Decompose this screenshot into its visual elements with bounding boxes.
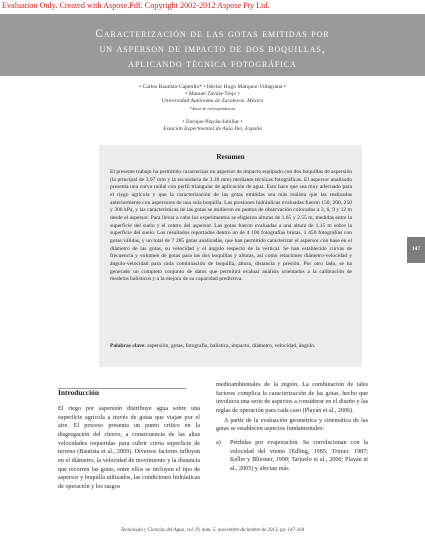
list-marker: a): [216, 439, 221, 446]
authors-line-1: • Carlos Bautista-Capetillo* • Héctor Hugo Márquez-Villagrana •: [139, 84, 286, 90]
affiliation-2: Estación Experimental de Aula Dei, España: [163, 126, 262, 132]
list-item-text: Pérdidas por evaporación. Se correlacionan con la velocidad del viento (Edling, 1985; Trimer, 1987; Keller y Bliesner, 1990; Tarjuelo et al., 2000; Playán et al., 2005) y afectan más: [230, 439, 368, 472]
keywords-label: Palabras clave: [110, 343, 145, 349]
keywords: [110, 343, 352, 351]
article-title-line-1: Caracterización de las gotas emitidas por: [95, 28, 330, 40]
corresponding-author-note: *Autor de correspondencia: [189, 106, 236, 111]
article-title-line-2: un asperson de impacto de dos boquillas,: [99, 43, 326, 55]
title-banner: [0, 14, 425, 76]
introduction-right-column: [216, 381, 368, 474]
abstract-body: El presente trabajo ha permitido caracterizar un aspersor de impacto equipado con dos boquillas de aspersión (la principal de 3.97 mm y la secundaria de 3.18 mm) mediante técnicas fotográficas. El aspersor analizado presenta una curva radial con perfil triangular de aplicación de agua. Esto hace que sea muy adecuado para el riego agrícola y que la caracterización de las gotas emitidas sea más realista que las realizadas anteriormente con aspersores de una sola boquilla. Las presiones hidráulicas evaluadas fueron 150, 200, 250 y 300 kPa, y las características de las gotas se midieron en puntos de observación colocados a 3, 6, 9 y 12 m desde el aspersor. Para llevar a cabo los experimentos se eligieron alturas de 1.65 y 2.55 m, medidas entre la superficie del suelo y el centro del aspersor. Las gotas fueron evaluadas a una altura de 1.15 m sobre la superficie del suelo. Los resultados reportados dentro un de 4 100 fotografías brutas, 1 450 fotografías con gotas válidas, y un total de 7 285 gotas analizadas, que han permitido caracterizar el aspersor con base en el diámetro de las gotas, su velocidad y el ángulo respecto de la vertical. Se han establecido curvas de frecuencia y volumen de gotas para las dos boquillas y alturas, así como relaciones diámetro-velocidad y ángulo-velocidad para cada combinación de boquilla, altura, distancia y presión. Por otro lado, se ha generado un completo conjunto de datos que permitirá evaluar análisis orientados a la calibración de modelos balísticos y a la mejora de su capacidad predictiva.: [110, 169, 352, 283]
introduction-paragraph-1: El riego por aspersión distribuye agua sobre una superficie agrícola a través de gotas que viajan por el aire. El proceso presenta un punto crítico en la disgregación del chorro, a consecuencia de las altas velocidades requeridas para cubrir cierta superficie de terreno (Bautista et al., 2009). Diversos factores influyen en el diámetro, la velocidad de movimiento y la distancia que recorren las gotas, entre ellos se incluyen el tipo de aspersor y boquilla utilizados, las condiciones hidráulicas de operación y los rasgos: [58, 406, 200, 490]
introduction-paragraph-3: A partir de la evaluación geométrica y cinemática de las gotas se establecen aspectos fundamentales:: [216, 417, 368, 433]
affiliation-1: Universidad Autónoma de Zacatecas, México: [161, 98, 264, 104]
page-number: 147: [411, 246, 421, 252]
journal-footer: Tecnología y Ciencias del Agua, vol. IV, núm. 5, noviembre-diciembre de 2013, pp. 147-164: [120, 528, 305, 533]
article-title-line-3: aplicando técnica fotográfica: [128, 58, 297, 70]
introduction-left-column: [58, 405, 200, 492]
authors-line-2: • Manuel Zavala-Trejo •: [185, 91, 240, 97]
introduction-paragraph-2: medioambientales de la región. La combinación de tales factores complica la caracterización de las gotas, hecho que involucra una serie de aspectos a considerar en el diseño y las reglas de operación para cada caso (Playán et al., 2006).: [216, 382, 368, 414]
abstract-box: [99, 145, 362, 367]
introduction-heading: Introducción: [58, 388, 99, 397]
evaluation-watermark: Evaluation Only. Created with Aspose.Pdf. Copyright 2002-2012 Aspose Pty Ltd.: [2, 1, 270, 10]
page-number-tab: [407, 237, 425, 263]
authors-line-3: • Enrique Playán-Jubillar •: [182, 119, 243, 125]
abstract-heading: Resumen: [216, 153, 245, 161]
keywords-list: : aspersión, gotas, fotografía, balística, impacto, diámetro, velocidad, ángulo.: [144, 343, 316, 349]
list-item: [216, 439, 368, 474]
